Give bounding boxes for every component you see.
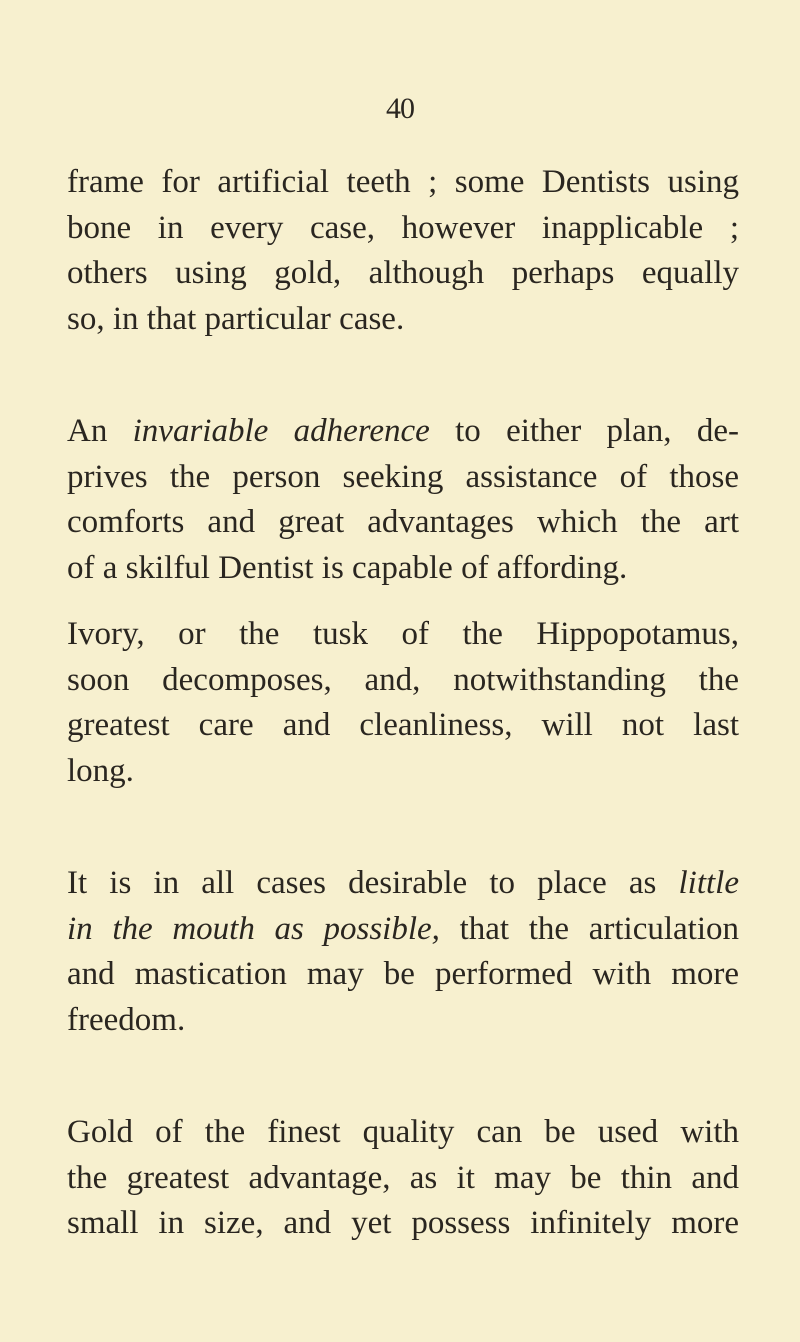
paragraph-5 xyxy=(67,1110,739,1247)
text-segment: frame for artificial teeth ; some Dentists using xyxy=(67,164,739,200)
paragraph-4 xyxy=(67,861,739,1043)
text-segment: greatest care and cleanliness, will not last xyxy=(67,707,739,743)
page-number: 40 xyxy=(386,92,414,125)
text-segment: bone in every case, however inapplicable ; xyxy=(67,209,739,246)
text-segment: prives the person seeking assistance of those xyxy=(67,458,739,495)
paragraph-3 xyxy=(67,612,739,794)
text-segment: comforts and great advantages which the art xyxy=(67,504,739,540)
text-line xyxy=(67,1110,739,1156)
text-segment: An xyxy=(67,413,133,449)
text-line xyxy=(67,952,739,998)
text-segment: It is in all cases desirable to place as xyxy=(67,865,679,901)
text-segment: small in size, and yet possess infinitely more xyxy=(67,1205,739,1241)
text-segment: Gold of the finest quality can be used with xyxy=(67,1114,739,1150)
text-line xyxy=(67,658,739,704)
text-line xyxy=(67,1201,739,1247)
text-segment: others using gold, although perhaps equally xyxy=(67,255,739,291)
text-line xyxy=(67,749,739,795)
text-line xyxy=(67,297,739,343)
text-segment: so, in that particular case. xyxy=(67,300,405,337)
text-segment: of a skilful Dentist is capable of affording. xyxy=(67,549,628,586)
text-line xyxy=(67,251,739,297)
text-segment: the greatest advantage, as it may be thin and xyxy=(67,1159,739,1196)
italic-text: little xyxy=(678,865,739,901)
text-segment: to either plan, de- xyxy=(429,413,739,449)
text-segment: long. xyxy=(67,752,134,789)
italic-text: invariable adherence xyxy=(132,413,430,449)
text-segment: and mastication may be performed with more xyxy=(67,956,739,992)
text-line xyxy=(67,409,739,455)
italic-text: in the mouth as possible, xyxy=(67,910,440,947)
paragraph-2 xyxy=(67,409,739,591)
text-segment: that the articulation xyxy=(439,910,739,947)
text-line xyxy=(67,703,739,749)
text-line xyxy=(67,206,739,252)
paragraph-1 xyxy=(67,160,739,342)
text-line xyxy=(67,546,739,592)
text-line xyxy=(67,455,739,501)
text-line xyxy=(67,861,739,907)
text-line xyxy=(67,907,739,953)
text-segment: soon decomposes, and, notwithstanding the xyxy=(67,661,739,698)
text-segment: Ivory, or the tusk of the Hippopotamus, xyxy=(67,616,739,652)
text-line xyxy=(67,998,739,1044)
text-line xyxy=(67,612,739,658)
text-line xyxy=(67,1156,739,1202)
text-line xyxy=(67,500,739,546)
text-line xyxy=(67,160,739,206)
text-segment: freedom. xyxy=(67,1001,186,1038)
